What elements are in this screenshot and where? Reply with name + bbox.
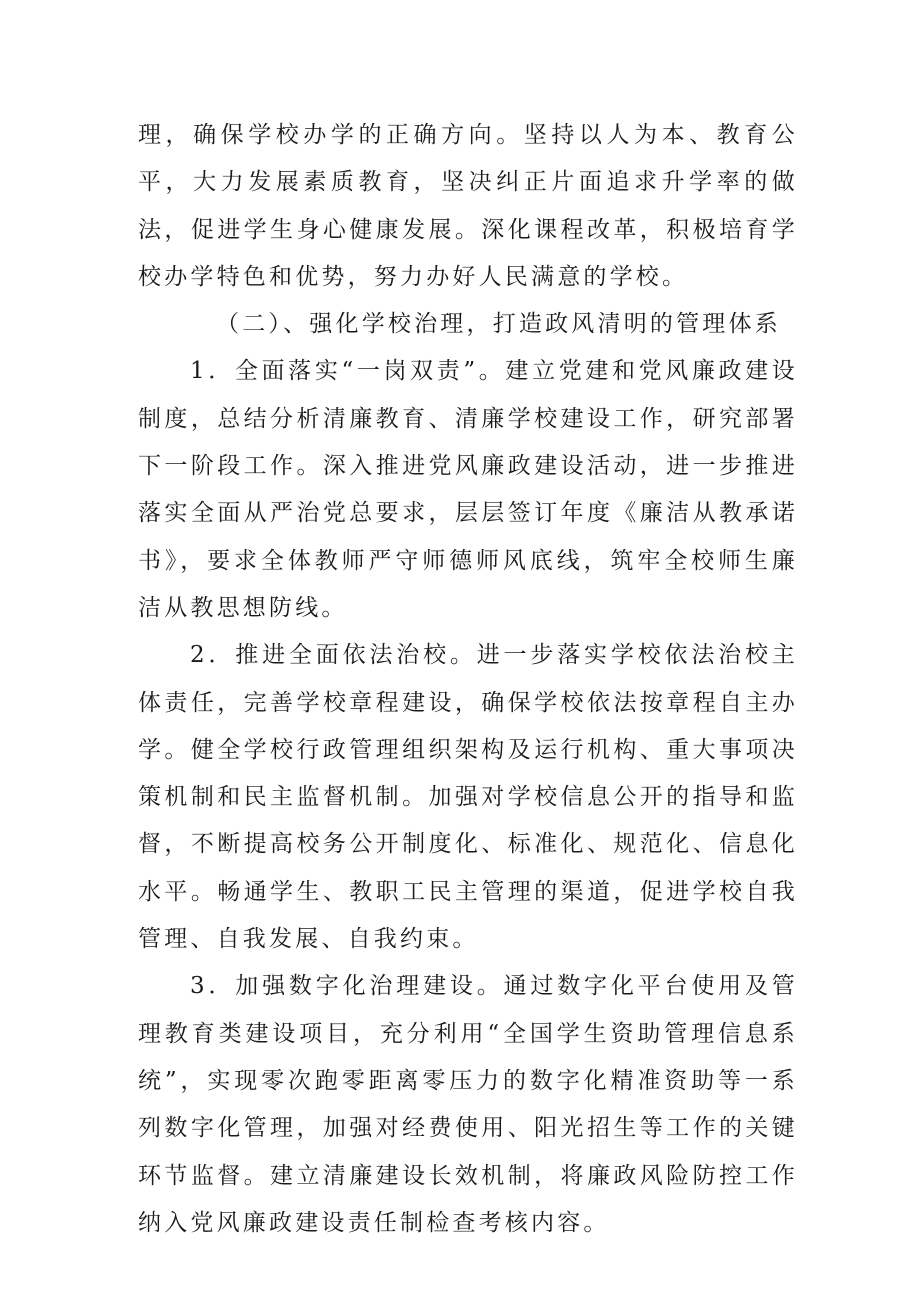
paragraph-continuation: 理，确保学校办学的正确方向。坚持以人为本、教育公平，大力发展素质教育，坚决纠正片面追求升学率的做法，促进学生身心健康发展。深化课程改革，积极培育学校办学特色和优势，努力办好人民满意的学校。 <box>138 122 798 290</box>
paragraph-item-1: 1．全面落实“一岗双责”。建立党建和党风廉政建设制度，总结分析清廉教育、清廉学校建设工作，研究部署下一阶段工作。深入推进党风廉政建设活动，进一步推进落实全面从严治党总要求，层层签订年度《廉洁从教承诺书》，要求全体教师严守师德师风底线，筑牢全校师生廉洁从教思想防线。 <box>138 358 798 621</box>
paragraph-item-2: 2．推进全面依法治校。进一步落实学校依法治校主体责任，完善学校章程建设，确保学校依法按章程自主办学。健全学校行政管理组织架构及运行机构、重大事项决策机制和民主监督机制。加强对学校信息公开的指导和监督，不断提高校务公开制度化、标准化、规范化、信息化水平。畅通学生、教职工民主管理的渠道，促进学校自我管理、自我发展、自我约束。 <box>138 642 798 953</box>
paragraph-item-3: 3．加强数字化治理建设。通过数字化平台使用及管理教育类建设项目，充分利用“全国学生资助管理信息系统”，实现零次跑零距离零压力的数字化精准资助等一系列数字化管理，加强对经费使用、阳光招生等工作的关键环节监督。建立清廉建设长效机制，将廉政风险防控工作纳入党风廉政建设责任制检查考核内容。 <box>138 973 798 1236</box>
document-body <box>138 112 798 1247</box>
section-heading: （二）、强化学校治理，打造政风清明的管理体系 <box>216 311 781 338</box>
